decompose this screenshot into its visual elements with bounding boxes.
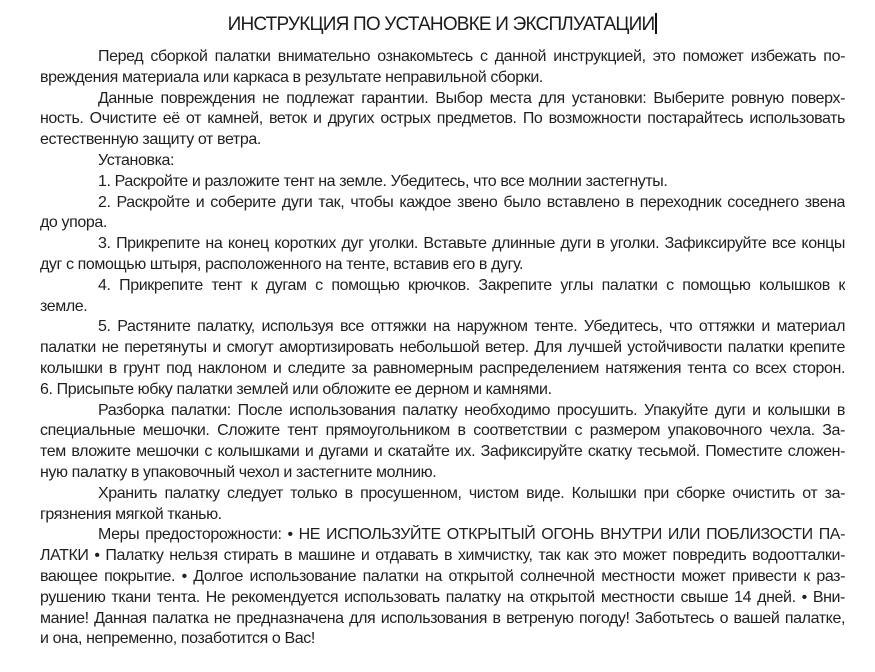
text-line: 6. Присыпьте юбку палатки землей или обложите ее дерном и камнями.: [40, 380, 552, 398]
text-line: 2. Раскройте и соберите дуги так, чтобы каждое звено было вставлено в переходник соседнего звена: [98, 193, 845, 211]
text-line: грязнения мягкой тканью.: [40, 505, 222, 523]
paragraph: [40, 317, 845, 400]
paragraph: [40, 401, 845, 484]
text-line: и она, непременно, позаботится о Вас!: [40, 630, 315, 648]
text-cursor-caret: [655, 13, 657, 34]
paragraph: [40, 525, 845, 650]
text-line: палатки не перетянуты и смогут амортизировать небольшой ветер. Для лучшей устойчивости палатки крепите: [40, 339, 845, 357]
text-line: 4. Прикрепите тент к дугам с помощью крючков. Закрепите углы палатки с помощью колышков к: [98, 276, 845, 294]
text-line: рушению ткани тента. Не рекомендуется использовать палатку на открытой местности свыше 14 дней. • Вни-: [40, 588, 845, 606]
text-line: Данные повреждения не подлежат гарантии. Выбор места для установки: Выберите ровную поверх-: [98, 89, 845, 107]
text-line: до упора.: [40, 214, 107, 232]
paragraph: [40, 234, 845, 276]
paragraph: [40, 47, 845, 89]
text-line: вающее покрытие. • Долгое использование палатки на открытой солнечной местности может привести к раз-: [40, 567, 845, 585]
text-line: Установка:: [98, 151, 175, 169]
text-line: земле.: [40, 297, 88, 315]
paragraph: [40, 172, 845, 193]
text-line: Хранить палатку следует только в просушенном, чистом виде. Колышки при сборке очистить от за-: [98, 484, 845, 502]
paragraph: [40, 151, 845, 172]
document-title: ИНСТРУКЦИЯ ПО УСТАНОВКЕ И ЭКСПЛУАТАЦИИ: [227, 14, 655, 35]
document-body[interactable]: [40, 47, 845, 650]
text-line: 5. Растяните палатку, используя все оттяжки на наружном тенте. Убедитесь, что оттяжки и материал: [98, 318, 845, 336]
text-line: дуг с помощью штыря, расположенного на тенте, вставив его в дугу.: [40, 255, 524, 273]
paragraph: [40, 276, 845, 318]
paragraph: [40, 484, 845, 526]
text-line: ную палатку в упаковочный чехол и застегните молнию.: [40, 463, 437, 481]
text-line: специальные мешочки. Сложите тент прямоугольником в соответствии с размером упаковочного чехла. За-: [40, 422, 845, 440]
document-title-row: [40, 12, 845, 39]
text-line: мание! Данная палатка не предназначена для использования в ветреную погоду! Заботьтесь о вашей палатке,: [40, 609, 845, 627]
text-line: естественную защиту от ветра.: [40, 131, 261, 149]
paragraph: [40, 193, 845, 235]
text-line: Меры предосторожности: • НЕ ИСПОЛЬЗУЙТЕ ОТКРЫТЫЙ ОГОНЬ ВНУТРИ ИЛИ ПОБЛИЗОСТИ ПА-: [98, 526, 845, 544]
text-line: Перед сборкой палатки внимательно ознакомьтесь с данной инструкцией, это поможет избежать по-: [98, 48, 845, 65]
text-line: ЛАТКИ • Палатку нельзя стирать в машине и отдавать в химчистку, так как это может повредить водоотталки-: [40, 547, 845, 565]
text-line: 1. Раскройте и разложите тент на земле. Убедитесь, что все молнии застегнуты.: [98, 172, 668, 190]
text-line: колышки в грунт под наклоном и следите за равномерным распределением натяжения тента со всех сторон.: [40, 359, 845, 377]
paragraph: [40, 89, 845, 151]
text-line: Разборка палатки: После использования палатку необходимо просушить. Упакуйте дуги и колышки в: [98, 401, 845, 419]
text-line: 3. Прикрепите на конец коротких дуг уголки. Вставьте длинные дуги в уголки. Зафиксируйте все концы: [98, 235, 845, 253]
text-line: тем вложите мешочки с колышками и дугами и скатайте их. Зафиксируйте скатку тесьмой. Поместите сложен-: [40, 443, 845, 461]
text-line: вреждения материала или каркаса в результате неправильной сборки.: [40, 68, 543, 86]
text-line: ность. Очистите её от камней, веток и других острых предметов. По возможности постарайтесь использовать: [40, 110, 845, 128]
